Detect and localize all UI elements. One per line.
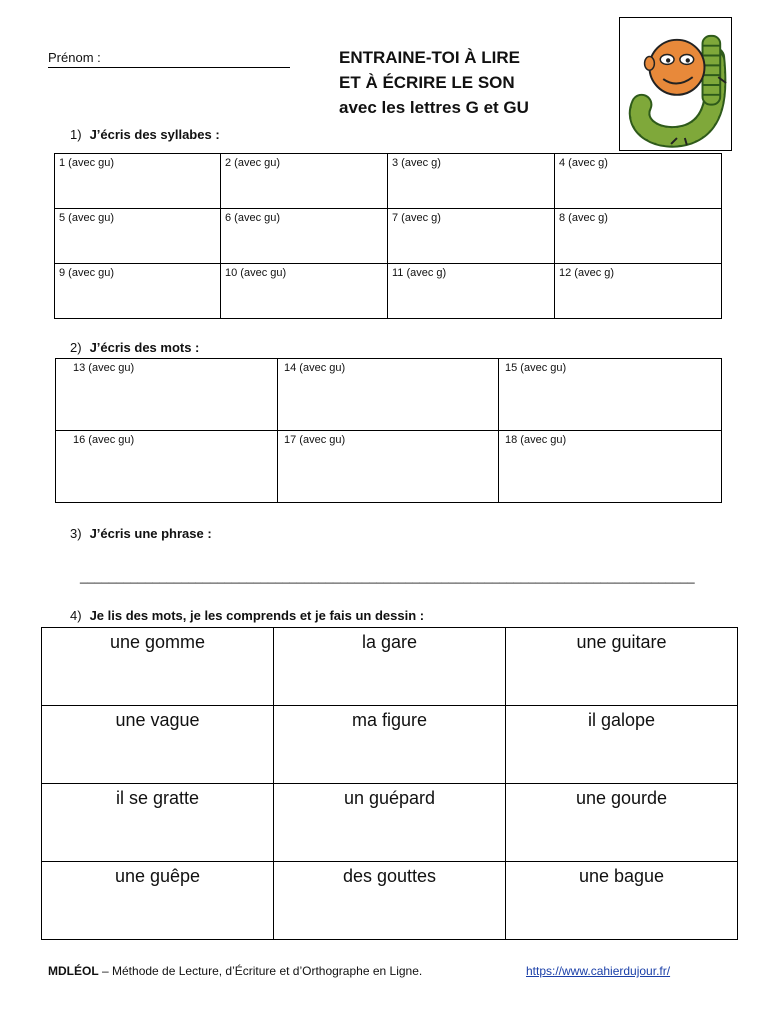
- syllable-cell[interactable]: 3 (avec g): [388, 154, 555, 209]
- table-row: [42, 862, 738, 940]
- syllable-cell[interactable]: 10 (avec gu): [221, 264, 388, 319]
- reading-word-cell[interactable]: une vague: [42, 706, 274, 784]
- word-cell[interactable]: 15 (avec gu): [499, 359, 722, 431]
- prenom-label: Prénom :: [48, 50, 101, 65]
- reading-drawing-table: [41, 627, 738, 940]
- word-cell[interactable]: 13 (avec gu): [56, 359, 278, 431]
- table-row: [55, 209, 722, 264]
- word-cell[interactable]: 16 (avec gu): [56, 431, 278, 503]
- section4-number: 4): [70, 608, 82, 623]
- reading-word-cell[interactable]: ma figure: [274, 706, 506, 784]
- table-row: [55, 264, 722, 319]
- reading-word-cell[interactable]: une gourde: [506, 784, 738, 862]
- reading-word-cell[interactable]: un guépard: [274, 784, 506, 862]
- syllable-cell[interactable]: 12 (avec g): [555, 264, 722, 319]
- title-line-1: ENTRAINE-TOI À LIRE: [339, 48, 521, 67]
- table-row: [42, 706, 738, 784]
- reading-word-cell[interactable]: une bague: [506, 862, 738, 940]
- section4-heading: [70, 608, 424, 623]
- table-row: [55, 154, 722, 209]
- table-row: [56, 431, 722, 503]
- syllable-cell[interactable]: 11 (avec g): [388, 264, 555, 319]
- page-title: [339, 45, 529, 120]
- word-cell[interactable]: 14 (avec gu): [278, 359, 499, 431]
- syllable-cell[interactable]: 1 (avec gu): [55, 154, 221, 209]
- section3-number: 3): [70, 526, 82, 541]
- section1-heading: [70, 127, 220, 142]
- syllable-cell[interactable]: 9 (avec gu): [55, 264, 221, 319]
- title-line-2: ET À ÉCRIRE LE SON: [339, 73, 515, 92]
- reading-word-cell[interactable]: une guêpe: [42, 862, 274, 940]
- footer-description: – Méthode de Lecture, d’Écriture et d’Orthographe en Ligne.: [98, 964, 423, 978]
- section3-heading: [70, 526, 212, 541]
- reading-word-cell[interactable]: il galope: [506, 706, 738, 784]
- reading-word-cell[interactable]: une guitare: [506, 628, 738, 706]
- syllable-cell[interactable]: 8 (avec g): [555, 209, 722, 264]
- syllable-cell[interactable]: 4 (avec g): [555, 154, 722, 209]
- footer-text: [48, 964, 422, 978]
- syllables-table: [54, 153, 722, 319]
- reading-word-cell[interactable]: une gomme: [42, 628, 274, 706]
- section2-number: 2): [70, 340, 82, 355]
- reading-word-cell[interactable]: la gare: [274, 628, 506, 706]
- syllable-cell[interactable]: 7 (avec g): [388, 209, 555, 264]
- words-table: [55, 358, 722, 503]
- section1-number: 1): [70, 127, 82, 142]
- section1-title: J’écris des syllabes :: [89, 127, 220, 142]
- syllable-cell[interactable]: 5 (avec gu): [55, 209, 221, 264]
- section3-title: J’écris une phrase :: [89, 526, 212, 541]
- footer-link[interactable]: https://www.cahierdujour.fr/: [526, 964, 671, 978]
- section2-title: J’écris des mots :: [89, 340, 200, 355]
- reading-word-cell[interactable]: des gouttes: [274, 862, 506, 940]
- table-row: [56, 359, 722, 431]
- footer-brand: MDLÉOL: [48, 964, 99, 978]
- table-row: [42, 784, 738, 862]
- sentence-answer-line[interactable]: _____________________________________________________________________________________: [80, 569, 695, 584]
- section4-title: Je lis des mots, je les comprends et je fais un dessin :: [89, 608, 425, 623]
- word-cell[interactable]: 17 (avec gu): [278, 431, 499, 503]
- prenom-answer-line: [48, 67, 290, 68]
- letter-g-caterpillar-icon: [619, 17, 732, 151]
- illustration-svg: [620, 18, 731, 150]
- section2-heading: [70, 340, 199, 355]
- reading-word-cell[interactable]: il se gratte: [42, 784, 274, 862]
- syllable-cell[interactable]: 6 (avec gu): [221, 209, 388, 264]
- title-line-3: avec les lettres G et GU: [339, 98, 529, 117]
- syllable-cell[interactable]: 2 (avec gu): [221, 154, 388, 209]
- table-row: [42, 628, 738, 706]
- word-cell[interactable]: 18 (avec gu): [499, 431, 722, 503]
